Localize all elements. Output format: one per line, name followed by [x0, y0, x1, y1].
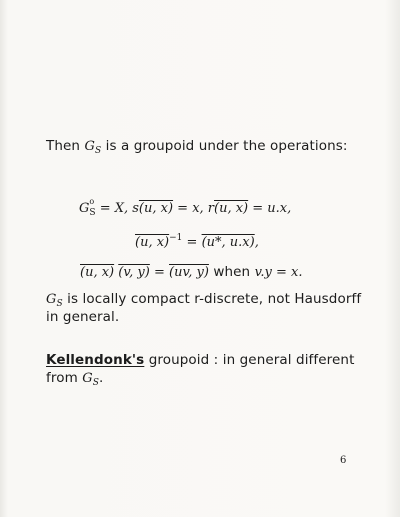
groupoid-symbol: $G_S$ — [82, 371, 99, 388]
intro-text: Then — [46, 138, 85, 154]
page-number: 6 — [340, 455, 347, 466]
intro-rest: is a groupoid under the operations: — [101, 138, 348, 154]
groupoid-symbol: $G_S$ — [84, 139, 102, 156]
description-line-1: $G_S$ is locally compact r-discrete, not Hausdorff — [46, 291, 362, 309]
intro-line — [46, 138, 348, 156]
kellendonk-line-2: from $G_S$. — [46, 370, 104, 388]
kellendonk-line-1: Kellendonk's groupoid : in general different — [46, 352, 355, 368]
equation-inverse: (u, x)$^{-1}$ = (u*, u.x), — [135, 233, 259, 250]
equation-units-range-source: G $_{o S}$ = X, s(u, x) = x, r(u, x) = u.x, — [79, 197, 292, 218]
description-line-2: in general. — [46, 309, 120, 325]
equation-product: (u, x) (v, y) = (uv, y) when v.y = x. — [80, 264, 303, 280]
groupoid-symbol: $G_S$ — [46, 292, 63, 309]
kellendonk-name: Kellendonk's — [46, 352, 145, 368]
